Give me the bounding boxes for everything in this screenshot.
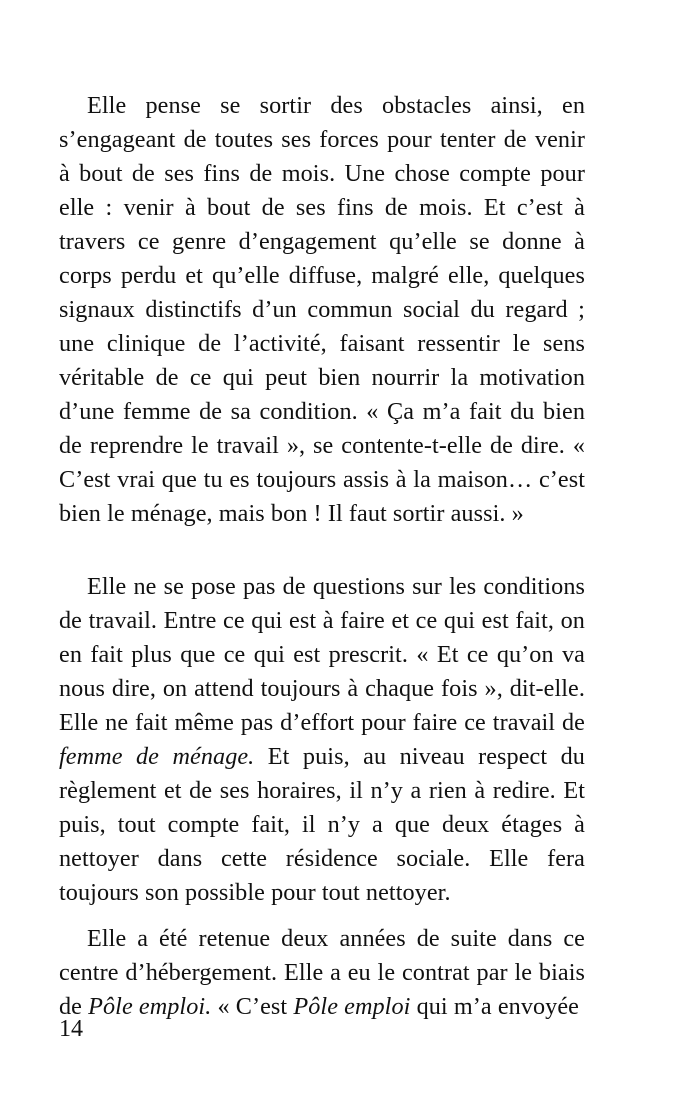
paragraph-3-text-start: Elle a été retenue deux années de suite dans ce centre d’hébergement. Elle a eu le contrat par le biais de (59, 925, 585, 1020)
paragraph-2-italic-phrase: femme de ménage. (59, 743, 255, 770)
paragraph-2-text-end: Et puis, au niveau respect du règlement et de ses horaires, il n’y a rien à redire. Et puis, tout compte fait, il n’y a que deux étages à nettoyer dans cette résidence sociale. Elle fera toujours son possible pour tout nettoyer. (59, 743, 585, 906)
paragraph-3 (59, 922, 585, 1024)
paragraph-3-italic-2: Pôle emploi (293, 993, 411, 1020)
paragraph-2-text-start: Elle ne se pose pas de questions sur les conditions de travail. Entre ce qui est à faire et ce qui est fait, on en fait plus que ce qui est prescrit. « Et ce qu’on va nous dire, on attend toujours à chaque fois », dit-elle. Elle ne fait même pas d’effort pour faire ce travail de (59, 573, 585, 736)
paragraph-2 (59, 570, 585, 910)
paragraph-3-quote-start: « C’est (211, 993, 294, 1020)
paragraph-3-text-end: qui m’a envoyée (410, 993, 579, 1020)
body-text (59, 89, 585, 1024)
paragraph-3-italic-1: Pôle emploi. (88, 993, 212, 1020)
page-number: 14 (59, 1016, 83, 1042)
paragraph-1-text: Elle pense se sortir des obstacles ainsi, en s’engageant de toutes ses forces pour tenter de venir à bout de ses fins de mois. Une chose compte pour elle : venir à bout de ses fins de mois. Et c’est à travers ce genre d’engagement qu’elle se donne à corps perdu et qu’elle diffuse, malgré elle, quelques signaux distinctifs d’un commun social du regard ; une clinique de l’activité, faisant ressentir le sens véritable de ce qui peut bien nourrir la motivation d’une femme de sa condition. « Ça m’a fait du bien de reprendre le travail », se contente-t-elle de dire. « C’est vrai que tu es toujours assis à la maison… c’est bien le ménage, mais bon ! Il faut sortir aussi. » (59, 92, 585, 527)
paragraph-1 (59, 89, 585, 531)
